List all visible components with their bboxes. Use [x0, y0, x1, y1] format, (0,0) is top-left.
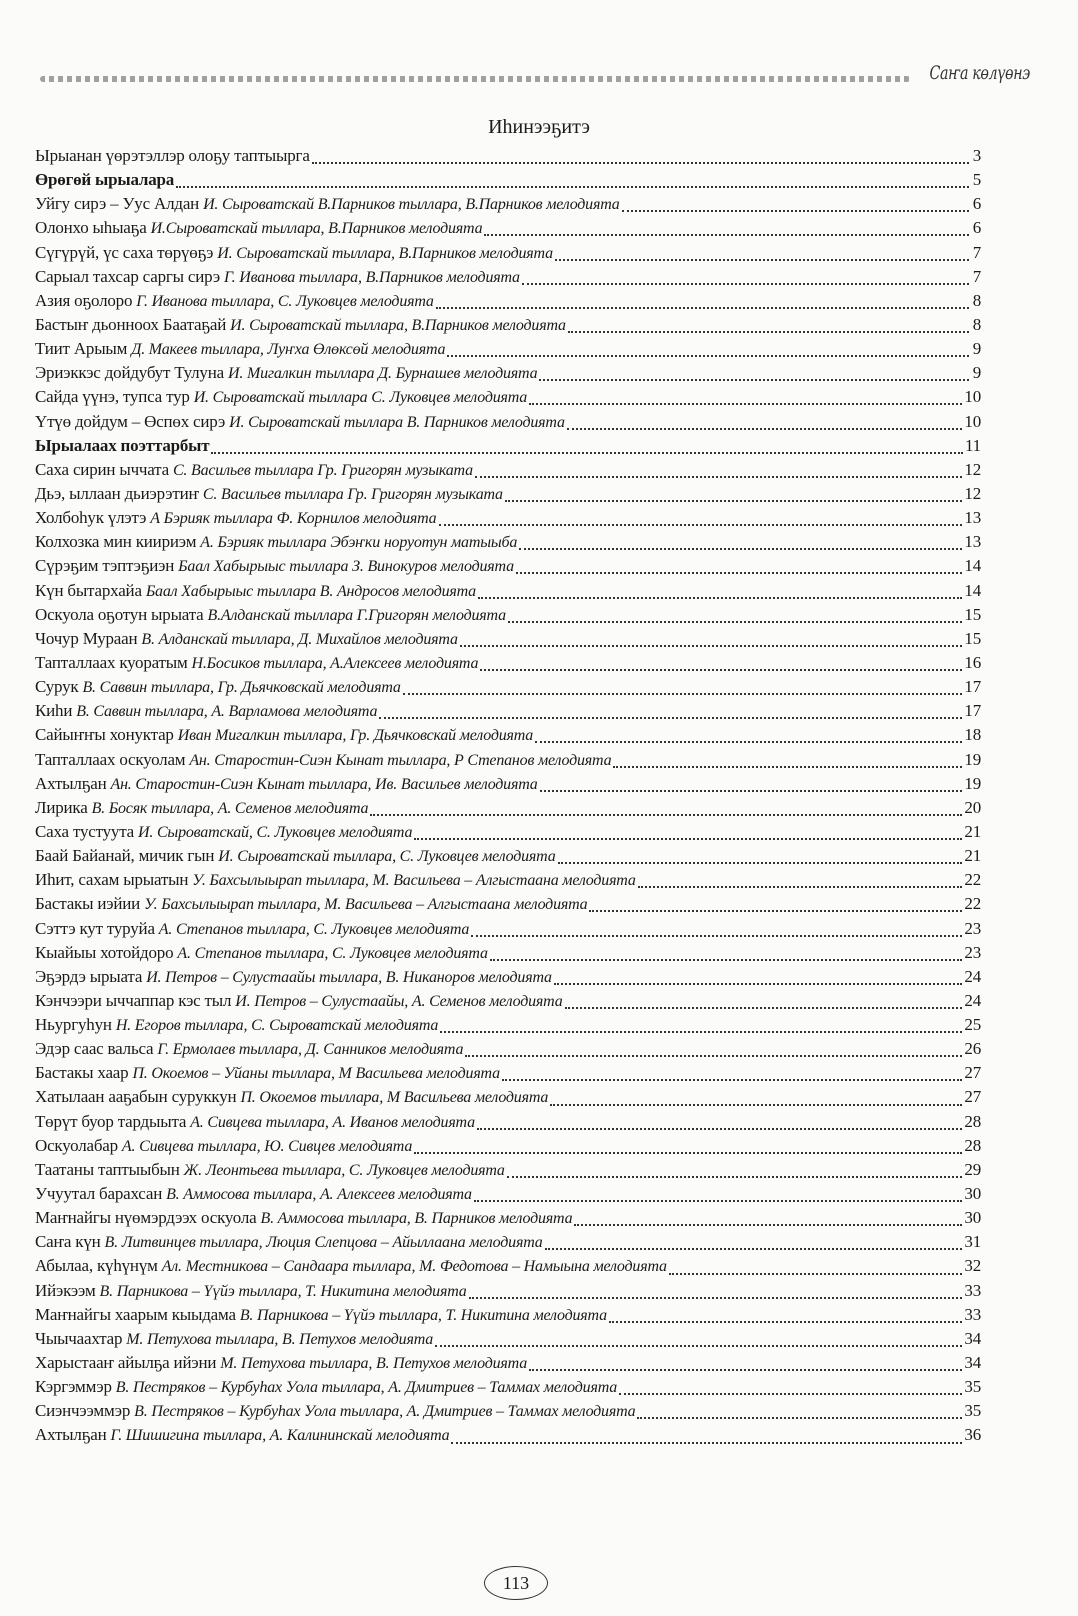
entry-title: Чочур Мураан	[35, 628, 138, 648]
entry-page-number: 30	[964, 1184, 981, 1204]
toc-entry	[35, 243, 981, 267]
table-of-contents	[35, 146, 981, 1450]
dot-leader	[312, 162, 969, 164]
entry-page-number: 10	[964, 411, 981, 431]
dot-leader	[414, 1152, 962, 1154]
entry-credits: В. Пестряков – Курбуһах Уола тыллара, А. Дмитриев – Таммах мелодията	[115, 1379, 618, 1397]
entry-page-number: 5	[972, 170, 981, 190]
entry-page-number: 7	[972, 242, 981, 262]
dot-leader	[480, 669, 962, 671]
entry-title: Холбоһук үлэтэ	[35, 508, 147, 528]
entry-page-number: 9	[972, 339, 981, 359]
entry-title: Эдэр саас вальса	[35, 1039, 154, 1059]
entry-credits: А. Степанов тыллара, С. Луковцев мелодията	[177, 944, 488, 962]
dot-leader	[447, 355, 969, 357]
entry-credits: У. Бахсылыырап тыллара, М. Васильева – Алгыстаана мелодията	[144, 896, 588, 914]
toc-entry	[35, 822, 981, 846]
toc-entry	[35, 1015, 981, 1039]
dot-leader	[545, 1248, 963, 1250]
entry-page-number: 6	[972, 194, 981, 214]
entry-credits: И. Сыроватскай тыллара, С. Луковцев мелодията	[218, 848, 556, 866]
toc-entry	[35, 1112, 981, 1136]
toc-entry	[35, 629, 981, 653]
entry-credits: В. Босяк тыллара, А. Семенов мелодията	[91, 799, 369, 817]
dot-leader	[565, 1007, 963, 1009]
entry-credits: В.Алданскай тыллара Г.Григорян мелодията	[207, 606, 506, 624]
entry-page-number: 25	[964, 1015, 981, 1035]
entry-page-number: 16	[964, 652, 981, 672]
toc-entry	[35, 653, 981, 677]
toc-entry	[35, 581, 981, 605]
entry-title: Сайда үүнэ, тупса тур	[35, 387, 190, 407]
entry-credits: В. Саввин тыллара, Гр. Дьячковскай мелодията	[82, 679, 401, 697]
entry-title: Үтүө дойдум – Өспөх сирэ	[35, 411, 226, 431]
entry-title: Сиэнчээммэр	[35, 1401, 131, 1421]
entry-page-number: 12	[964, 483, 981, 503]
entry-credits: М. Петухова тыллара, В. Петухов мелодията	[126, 1330, 434, 1348]
dot-leader	[490, 959, 963, 961]
entry-page-number: 23	[964, 942, 981, 962]
entry-title: Кэргэммэр	[35, 1377, 112, 1397]
entry-credits: И. Сыроватскай тыллара В. Парников мелодията	[229, 413, 565, 431]
entry-title: Күн бытархайа	[35, 580, 142, 600]
toc-entry	[35, 943, 981, 967]
entry-credits: Н.Босиков тыллара, А.Алексеев мелодията	[191, 654, 479, 672]
entry-page-number: 34	[964, 1328, 981, 1348]
entry-page-number: 20	[964, 797, 981, 817]
dot-leader	[589, 910, 962, 912]
entry-page-number: 33	[964, 1304, 981, 1324]
dot-leader	[519, 548, 962, 550]
entry-credits: Д. Макеев тыллара, Луҥха Өлөксөй мелодията	[131, 341, 446, 359]
entry-page-number: 21	[964, 846, 981, 866]
entry-title: Хатылаан ааҕабын суруккун	[35, 1087, 237, 1107]
dot-leader	[558, 862, 963, 864]
entry-page-number: 22	[964, 894, 981, 914]
dot-leader	[535, 741, 962, 743]
toc-entry	[35, 387, 981, 411]
entry-credits: И.Сыроватскай тыллара, В.Парников мелодията	[150, 220, 483, 238]
entry-title: Тапталлаах куоратым	[35, 652, 188, 672]
entry-credits: А Бэрияк тыллара Ф. Корнилов мелодията	[150, 510, 437, 528]
toc-entry	[35, 267, 981, 291]
entry-title: Чыычаахтар	[35, 1328, 123, 1348]
entry-title: Дьэ, ыллаан дьиэрэтиҥ	[35, 483, 199, 503]
entry-title: Кэнчээри ыччаппар кэс тыл	[35, 990, 232, 1010]
dot-leader	[574, 1224, 962, 1226]
entry-page-number: 11	[965, 435, 981, 455]
dot-leader	[550, 1104, 962, 1106]
toc-entry	[35, 291, 981, 315]
entry-page-number: 31	[964, 1232, 981, 1252]
toc-entry	[35, 363, 981, 387]
entry-credits: А. Степанов тыллара, С. Луковцев мелодията	[158, 920, 470, 938]
entry-credits: А. Сивцева тыллара, А. Иванов мелодията	[190, 1113, 475, 1131]
entry-page-number: 14	[964, 556, 981, 576]
entry-page-number: 26	[964, 1039, 981, 1059]
toc-entry	[35, 1184, 981, 1208]
toc-entry	[35, 967, 981, 991]
entry-page-number: 36	[964, 1425, 981, 1445]
entry-credits: И. Мигалкин тыллара Д. Бурнашев мелодията	[227, 365, 538, 383]
entry-credits: В. Аммосова тыллара, А. Алексеев мелодията	[166, 1186, 472, 1204]
entry-credits: В. Саввин тыллара, А. Варламова мелодията	[76, 703, 378, 721]
running-header	[40, 62, 1030, 92]
dot-leader	[439, 524, 963, 526]
entry-page-number: 12	[964, 459, 981, 479]
toc-entry	[35, 1256, 981, 1280]
entry-page-number: 30	[964, 1208, 981, 1228]
entry-title: Бастакы иэйии	[35, 894, 141, 914]
dot-leader	[403, 693, 963, 695]
dot-leader	[619, 1393, 962, 1395]
entry-page-number: 28	[964, 1111, 981, 1131]
dot-leader	[379, 717, 962, 719]
dot-leader	[555, 259, 969, 261]
entry-title: Ырыалаах поэттарбыт	[35, 435, 210, 455]
entry-credits: И. Сыроватскай, С. Луковцев мелодията	[138, 823, 413, 841]
entry-credits: И. Сыроватскай тыллара, В.Парников мелодията	[230, 316, 566, 334]
entry-title: Сүрэҕим тэптэҕиэн	[35, 556, 175, 576]
entry-title: Бастыҥ дьонноох Баатаҕай	[35, 314, 227, 334]
toc-entry	[35, 194, 981, 218]
dot-leader	[484, 234, 969, 236]
entry-credits: А. Сивцева тыллара, Ю. Сивцев мелодията	[121, 1137, 413, 1155]
entry-page-number: 35	[964, 1401, 981, 1421]
dot-leader	[669, 1273, 963, 1275]
entry-credits: И. Сыроватскай тыллара С. Луковцев мелодията	[193, 389, 528, 407]
entry-credits: Ж. Леонтьева тыллара, С. Луковцев мелодията	[183, 1161, 505, 1179]
entry-page-number: 32	[964, 1256, 981, 1276]
entry-page-number: 14	[964, 580, 981, 600]
entry-title: Сүгүрүй, үс саха төрүөҕэ	[35, 242, 214, 262]
entry-page-number: 24	[964, 990, 981, 1010]
dot-leader	[436, 307, 969, 309]
entry-title: Өрөгөй ырыалара	[35, 170, 175, 190]
dot-leader	[638, 886, 963, 888]
toc-entry	[35, 1305, 981, 1329]
entry-title: Абылаа, күһүнүм	[35, 1256, 158, 1276]
entry-title: Тапталлаах оскуолам	[35, 749, 186, 769]
dot-leader	[539, 379, 969, 381]
entry-page-number: 33	[964, 1280, 981, 1300]
entry-title: Саҥа күн	[35, 1232, 101, 1252]
entry-credits: П. Окоемов – Уйаны тыллара, М Васильева мелодията	[132, 1065, 500, 1083]
dot-leader	[622, 210, 969, 212]
toc-entry	[35, 218, 981, 242]
dot-leader	[529, 403, 962, 405]
entry-credits: И. Петров – Сулустаайы, А. Семенов мелодията	[235, 992, 563, 1010]
entry-credits: А. Бэрияк тыллара Эбэҥки норуотун матыыба	[200, 534, 518, 552]
toc-entry	[35, 774, 981, 798]
entry-credits: И. Петров – Сулустаайы тыллара, В. Никаноров мелодията	[146, 968, 552, 986]
entry-page-number: 15	[964, 628, 981, 648]
dot-leader	[554, 983, 963, 985]
entry-credits: М. Петухова тыллара, В. Петухов мелодията	[220, 1355, 528, 1373]
toc-entry	[35, 798, 981, 822]
toc-entry	[35, 919, 981, 943]
entry-credits: Ал. Местникова – Сандаара тыллара, М. Федотова – Намыына мелодията	[161, 1258, 667, 1276]
toc-entry	[35, 1160, 981, 1184]
entry-title: Сурук	[35, 677, 79, 697]
entry-title: Оскуола оҕотун ырыата	[35, 604, 204, 624]
dot-leader	[474, 1200, 963, 1202]
dot-leader	[176, 186, 969, 188]
entry-credits: Г. Ермолаев тыллара, Д. Санников мелодията	[157, 1041, 464, 1059]
toc-entry	[35, 1353, 981, 1377]
toc-entry	[35, 1401, 981, 1425]
toc-entry	[35, 846, 981, 870]
entry-credits: В. Алданскай тыллара, Д. Михайлов мелодията	[141, 630, 458, 648]
entry-page-number: 15	[964, 604, 981, 624]
entry-credits: С. Васильев тыллара Гр. Григорян музыката	[202, 485, 503, 503]
dot-leader	[414, 838, 962, 840]
entry-title: Колхозка мин киириэм	[35, 532, 197, 552]
entry-credits: Г. Иванова тыллара, С. Луковцев мелодията	[136, 292, 434, 310]
entry-title: Харыстааҥ айылҕа ийэни	[35, 1353, 217, 1373]
toc-entry	[35, 894, 981, 918]
running-title: Саҥа көлүөнэ	[929, 62, 1030, 84]
entry-credits: Г. Иванова тыллара, В.Парников мелодията	[223, 268, 520, 286]
toc-entry	[35, 1136, 981, 1160]
toc-entry	[35, 556, 981, 580]
entry-title: Таатаны таптыыбын	[35, 1159, 180, 1179]
entry-credits: В. Аммосова тыллара, В. Парников мелодията	[260, 1210, 573, 1228]
entry-credits: И. Сыроватскай тыллара, В.Парников мелодията	[217, 244, 553, 262]
entry-page-number: 27	[964, 1063, 981, 1083]
entry-title: Бастакы хаар	[35, 1063, 129, 1083]
entry-page-number: 17	[964, 701, 981, 721]
entry-credits: Баал Хабырыыс тыллара З. Винокуров мелодията	[178, 558, 514, 576]
entry-credits: Ан. Старостин-Сиэн Кынат тыллара, Р Степанов мелодията	[189, 751, 612, 769]
toc-entry	[35, 1208, 981, 1232]
dot-leader	[505, 500, 963, 502]
dot-leader	[465, 1055, 962, 1057]
entry-page-number: 3	[972, 146, 981, 165]
entry-title: Ырыанан үөрэтэллэр олоҕу таптыырга	[35, 146, 310, 165]
entry-title: Ахтылҕан	[35, 1425, 107, 1445]
toc-entry	[35, 532, 981, 556]
entry-page-number: 23	[964, 918, 981, 938]
entry-title: Ньургуһун	[35, 1015, 112, 1035]
entry-title: Саха тустуута	[35, 821, 134, 841]
dot-leader	[540, 790, 963, 792]
toc-entry	[35, 1425, 981, 1449]
toc-entry	[35, 339, 981, 363]
entry-page-number: 21	[964, 821, 981, 841]
toc-entry	[35, 870, 981, 894]
toc-entry	[35, 750, 981, 774]
dot-leader	[460, 645, 963, 647]
entry-title: Уйгу сирэ – Уус Алдан	[35, 194, 200, 214]
dot-leader	[568, 331, 969, 333]
entry-page-number: 22	[964, 870, 981, 890]
dot-leader	[440, 1031, 962, 1033]
toc-entry	[35, 315, 981, 339]
dot-leader	[529, 1369, 962, 1371]
entry-page-number: 18	[964, 725, 981, 745]
entry-title: Тиит Арыым	[35, 339, 128, 359]
toc-entry	[35, 991, 981, 1015]
entry-page-number: 13	[964, 532, 981, 552]
dot-leader	[471, 935, 962, 937]
toc-entry	[35, 677, 981, 701]
toc-entry	[35, 701, 981, 725]
entry-title: Оскуолабар	[35, 1135, 118, 1155]
dot-leader	[516, 572, 963, 574]
dot-leader	[613, 766, 962, 768]
toc-entry	[35, 1039, 981, 1063]
entry-page-number: 29	[964, 1159, 981, 1179]
entry-page-number: 28	[964, 1135, 981, 1155]
toc-entry	[35, 484, 981, 508]
dot-leader	[475, 476, 963, 478]
entry-page-number: 6	[972, 218, 981, 238]
entry-page-number: 35	[964, 1377, 981, 1397]
entry-credits: Иван Мигалкин тыллара, Гр. Дьячковскай мелодията	[177, 727, 534, 745]
dot-leader	[502, 1079, 962, 1081]
entry-page-number: 24	[964, 966, 981, 986]
entry-credits: Ан. Старостин-Сиэн Кынат тыллара, Ив. Васильев мелодията	[110, 775, 538, 793]
dot-leader	[567, 428, 963, 430]
entry-page-number: 8	[972, 290, 981, 310]
toc-entry	[35, 508, 981, 532]
dot-leader	[508, 621, 962, 623]
entry-credits: Баал Хабырыыс тыллара В. Андросов мелодията	[145, 582, 476, 600]
entry-title: Иһит, сахам ырыатын	[35, 870, 189, 890]
entry-page-number: 7	[972, 266, 981, 286]
dot-leader	[477, 1128, 962, 1130]
toc-entry	[35, 412, 981, 436]
entry-page-number: 34	[964, 1353, 981, 1373]
entry-title: Эриэккэс дойдубут Тулуна	[35, 363, 224, 383]
toc-entry	[35, 1063, 981, 1087]
dot-leader	[435, 1345, 962, 1347]
entry-title: Баай Байанай, мичик гын	[35, 846, 215, 866]
dot-leader	[637, 1417, 962, 1419]
entry-page-number: 17	[964, 677, 981, 697]
entry-page-number: 9	[972, 363, 981, 383]
toc-section-heading	[35, 436, 981, 460]
toc-entry	[35, 1087, 981, 1111]
toc-entry	[35, 460, 981, 484]
entry-title: Азия оҕолоро	[35, 290, 133, 310]
entry-title: Кыайыы хотойдоро	[35, 942, 174, 962]
entry-title: Сайыҥҥы хонуктар	[35, 725, 174, 745]
entry-credits: П. Окоемов тыллара, М Васильева мелодията	[240, 1089, 549, 1107]
entry-title: Саха сирин ыччата	[35, 459, 169, 479]
entry-page-number: 8	[972, 314, 981, 334]
entry-title: Сарыал тахсар саргы сирэ	[35, 266, 220, 286]
entry-page-number: 27	[964, 1087, 981, 1107]
dot-leader	[211, 452, 963, 454]
entry-title: Ахтылҕан	[35, 773, 107, 793]
entry-title: Учуутал барахсан	[35, 1184, 163, 1204]
entry-page-number: 19	[964, 749, 981, 769]
dot-leader	[478, 597, 962, 599]
entry-credits: В. Парникова – Үүйэ тыллара, Т. Никитина мелодията	[99, 1282, 467, 1300]
entry-title: Төрүт буор тардыыта	[35, 1111, 187, 1131]
entry-page-number: 19	[964, 773, 981, 793]
dot-leader	[469, 1297, 963, 1299]
toc-entry	[35, 1329, 981, 1353]
dot-leader	[507, 1176, 963, 1178]
entry-credits: У. Бахсылыырап тыллара, М. Васильева – Алгыстаана мелодията	[192, 872, 636, 890]
dot-leader	[609, 1321, 963, 1323]
entry-credits: В. Парникова – Үүйэ тыллара, Т. Никитина мелодията	[239, 1306, 607, 1324]
entry-page-number: 13	[964, 508, 981, 528]
entry-page-number: 10	[964, 387, 981, 407]
entry-title: Сэттэ кут туруйа	[35, 918, 155, 938]
toc-entry	[35, 1232, 981, 1256]
toc-entry	[35, 146, 981, 170]
page-title: Иһинээҕитэ	[488, 116, 590, 138]
page-number: 113	[484, 1566, 548, 1600]
dot-leader	[370, 814, 962, 816]
entry-title: Киһи	[35, 701, 73, 721]
toc-entry	[35, 725, 981, 749]
dot-leader	[522, 283, 969, 285]
entry-title: Лирика	[35, 797, 88, 817]
decorative-rule	[40, 76, 910, 82]
entry-title: Эҕэрдэ ырыата	[35, 966, 143, 986]
entry-title: Ийэкээм	[35, 1280, 96, 1300]
entry-credits: И. Сыроватскай В.Парников тыллара, В.Парников мелодията	[203, 196, 620, 214]
toc-entry	[35, 605, 981, 629]
toc-entry	[35, 1377, 981, 1401]
entry-credits: С. Васильев тыллара Гр. Григорян музыката	[172, 461, 473, 479]
entry-credits: В. Пестряков – Курбуһах Уола тыллара, А. Дмитриев – Таммах мелодията	[134, 1403, 636, 1421]
entry-title: Олонхо ыһыаҕа	[35, 218, 147, 238]
entry-credits: Г. Шишигина тыллара, А. Калининскай мелодията	[110, 1427, 450, 1445]
toc-section-heading	[35, 170, 981, 194]
entry-title: Маҥнайгы хаарым кыыдама	[35, 1304, 236, 1324]
entry-title: Маҥнайгы нүөмэрдээх оскуола	[35, 1208, 257, 1228]
dot-leader	[451, 1442, 962, 1444]
entry-credits: Н. Егоров тыллара, С. Сыроватскай мелодията	[115, 1017, 439, 1035]
toc-entry	[35, 1281, 981, 1305]
entry-credits: В. Литвинцев тыллара, Люция Слепцова – Айыллаана мелодията	[104, 1234, 543, 1252]
